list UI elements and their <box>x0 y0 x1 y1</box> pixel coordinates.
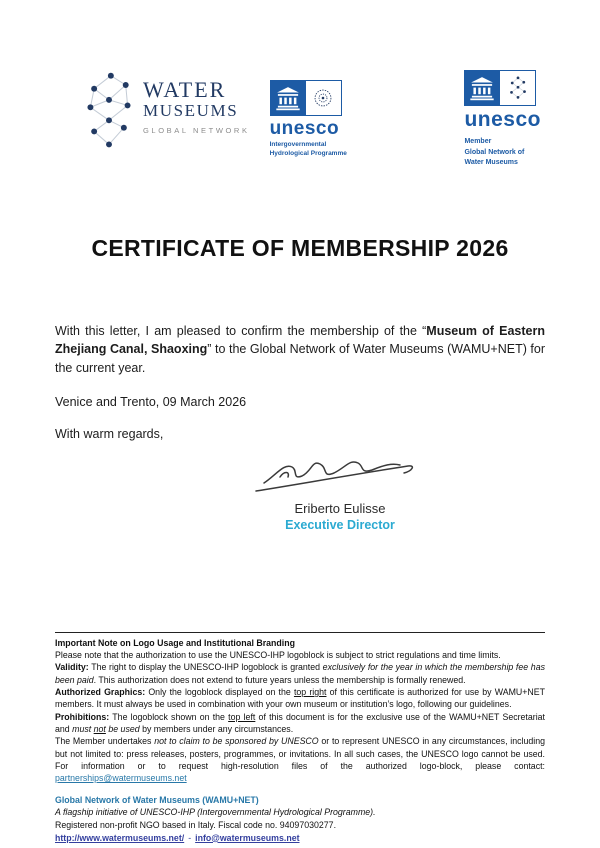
closing-line: With warm regards, <box>55 426 164 441</box>
certificate-title: CERTIFICATE OF MEMBERSHIP 2026 <box>91 234 509 261</box>
member-network-icon <box>500 70 536 106</box>
paragraph-pre: With this letter, I am pleased to confirm the membership of the “ <box>55 323 427 338</box>
member-clause-pre: The Member undertakes <box>55 736 155 747</box>
member-unesco-wordmark: unesco <box>464 108 541 131</box>
authorized-pre: Only the logoblock displayed on the <box>145 687 294 697</box>
member-line3: Water Museums <box>464 159 518 166</box>
unesco-ihp-logoblock <box>270 80 347 159</box>
logo-header <box>55 68 545 169</box>
website-link[interactable]: http://www.watermuseums.net/ <box>55 832 185 843</box>
footer-link-separator: - <box>188 832 192 843</box>
member-clause-italic: not to claim to be sponsored by UNESCO <box>154 736 319 747</box>
signatory-role: Executive Director <box>285 517 395 532</box>
authorized-label: Authorized Graphics: <box>55 687 146 697</box>
signature-scribble <box>250 447 430 499</box>
member-line2: Global Network of <box>464 148 525 156</box>
ihp-subtitle-line2: Hydrological Programme <box>269 149 347 157</box>
ihp-subtitle-line1: Intergovernmental <box>269 141 327 148</box>
validity-pre: The right to display the UNESCO-IHP logoblock is granted <box>88 662 323 673</box>
wamu-network-icon <box>83 68 135 159</box>
authorized-underline: top right <box>293 687 327 697</box>
footer-org-name: Global Network of Water Museums (WAMU+NET) <box>55 794 259 805</box>
note-heading: Important Note on Logo Usage and Institutional Branding <box>55 637 295 648</box>
prohibitions-italic-pre: must <box>72 723 94 734</box>
wamu-logo-global-network: GLOBAL NETWORK <box>143 126 250 136</box>
ihp-globe-icon <box>306 80 342 116</box>
unesco-member-logoblock <box>464 70 541 169</box>
paragraph-post: ” to the Global Network of Water Museums (WAMU+NET) for the current year. <box>55 342 546 375</box>
validity-post: . This authorization does not extend to future years unless the membership is formally renewed. <box>93 674 466 685</box>
membership-paragraph <box>55 322 545 378</box>
signature-block <box>225 447 455 532</box>
member-line1: Member <box>464 138 492 145</box>
prohibitions-label: Prohibitions: <box>55 711 110 722</box>
member-clause-post: or to represent UNESCO in any circumstances, including but not limited to: press releases, posters, programmes, or invitations. In all such cases, the UNESCO logo cannot be used. For information or to request high-resolution files of the authorized logo-block, please contact: <box>55 736 545 771</box>
footer-initiative: A flagship initiative of UNESCO-IHP (Intergovernmental Hydrological Programme). <box>55 807 376 818</box>
date-line: Venice and Trento, 09 March 2026 <box>55 394 247 409</box>
validity-italic: exclusively for the year in which the membership fee has been paid <box>55 662 545 685</box>
prohibitions-mid: of this document is for the exclusive use of the WAMU+NET Secretariat and <box>55 711 545 734</box>
prohibitions-pre: The logoblock shown on the <box>109 711 229 722</box>
partnerships-email-link[interactable]: partnerships@watermuseums.net <box>55 773 187 784</box>
wamu-logo-water: WATER <box>143 77 227 102</box>
unesco-temple-icon <box>270 80 306 116</box>
logo-usage-note <box>55 632 545 785</box>
museum-name: Museum of Eastern Zhejiang Canal, Shaoxing <box>55 323 545 357</box>
footer-registration: Registered non-profit NGO based in Italy. Fiscal code no. 94097030277. <box>55 820 337 830</box>
ihp-unesco-wordmark: unesco <box>269 118 340 139</box>
prohibitions-italic-underline: not <box>93 723 106 734</box>
note-intro: Please note that the authorization to use the UNESCO-IHP logoblock is subject to strict regulations and time limits. <box>55 650 501 661</box>
authorized-post: of this certificate is authorized for use by WAMU+NET members. It must always be used in combination with your own museum or institution’s logo, following our guidelines. <box>55 687 545 710</box>
footer <box>55 794 545 845</box>
validity-label: Validity: <box>55 662 89 673</box>
wamu-logo-museums: MUSEUMS <box>143 101 239 121</box>
prohibitions-underline: top left <box>228 711 256 722</box>
wamu-logoblock <box>83 68 250 159</box>
unesco-temple-icon <box>464 70 500 106</box>
prohibitions-post: by members under any circumstances. <box>139 723 294 734</box>
info-email-link[interactable]: info@watermuseums.net <box>195 832 300 843</box>
signatory-name: Eriberto Eulisse <box>294 500 386 516</box>
prohibitions-italic-post: be used <box>105 723 140 734</box>
